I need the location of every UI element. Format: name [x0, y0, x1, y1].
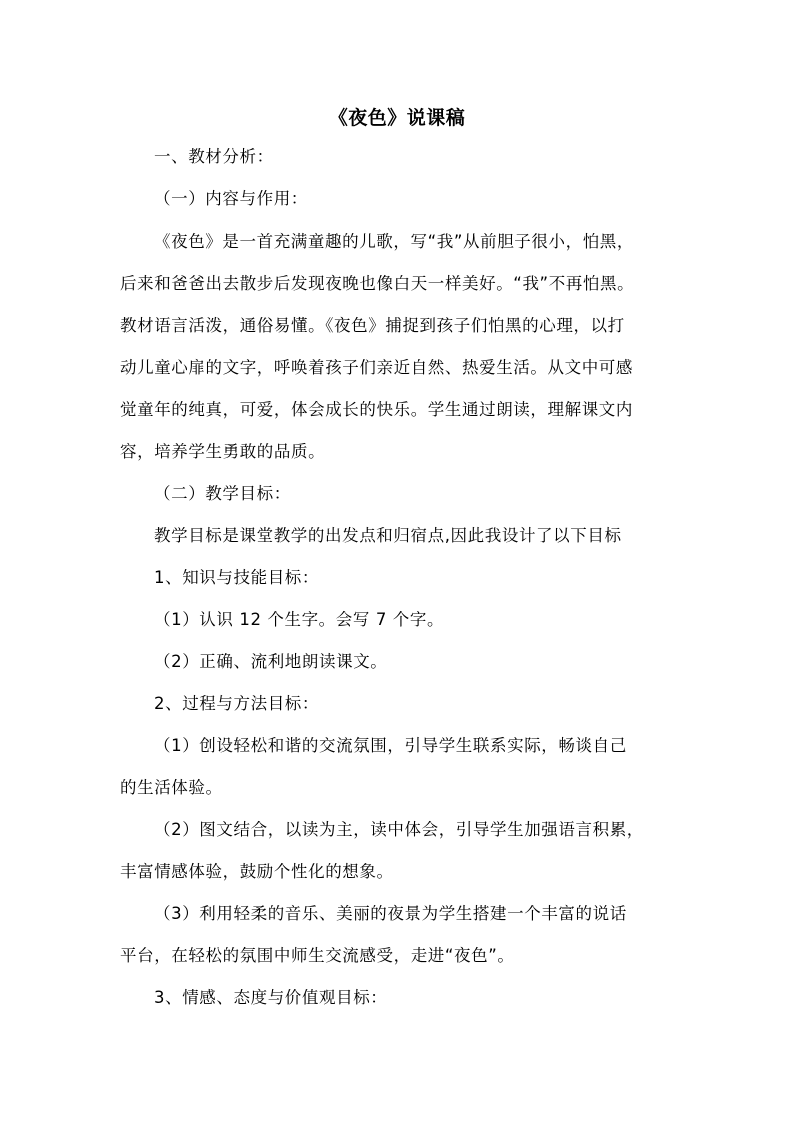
paragraph-line: 教材语言活泼，通俗易懂。《夜色》捕捉到孩子们怕黑的心理，以打	[120, 316, 625, 335]
subheading-content-role: （一）内容与作用：	[154, 189, 308, 208]
heading-knowledge-skills: 1、知识与技能目标：	[154, 568, 319, 587]
document-title: 《夜色》说课稿	[328, 107, 466, 129]
list-item: （1）认识 12 个生字。会写 7 个字。	[154, 610, 445, 629]
paragraph-line: 动儿童心扉的文字，呼唤着孩子们亲近自然、热爱生活。从文中可感	[120, 358, 633, 377]
paragraph-line: 《夜色》是一首充满童趣的儿歌，写“我”从前胆子很小，怕黑，	[154, 232, 634, 251]
heading-emotion-values: 3、情感、态度与价值观目标：	[154, 988, 388, 1007]
list-item-continuation: 丰富情感体验，鼓励个性化的想象。	[120, 862, 394, 881]
list-item: （3）利用轻柔的音乐、美丽的夜景为学生搭建一个丰富的说话	[154, 904, 627, 923]
list-item: （2）正确、流利地朗读课文。	[154, 652, 388, 671]
list-item-continuation: 平台，在轻松的氛围中师生交流感受，走进“夜色”。	[120, 946, 515, 965]
paragraph-line: 觉童年的纯真，可爱，体会成长的快乐。学生通过朗读，理解课文内	[120, 400, 633, 419]
list-item-continuation: 的生活体验。	[120, 778, 223, 797]
list-item: （1）创设轻松和谐的交流氛围，引导学生联系实际，畅谈自己	[154, 736, 627, 755]
paragraph-line: 容，培养学生勇敢的品质。	[120, 442, 326, 461]
paragraph-line: 后来和爸爸出去散步后发现夜晚也像白天一样美好。“我”不再怕黑。	[120, 274, 635, 293]
list-item: （2）图文结合，以读为主，读中体会，引导学生加强语言积累，	[154, 820, 644, 839]
heading-textbook-analysis: 一、教材分析：	[154, 147, 274, 166]
heading-process-methods: 2、过程与方法目标：	[154, 694, 319, 713]
paragraph-line: 教学目标是课堂教学的出发点和归宿点,因此我设计了以下目标	[154, 526, 622, 545]
subheading-teaching-goals: （二）教学目标：	[154, 484, 291, 503]
